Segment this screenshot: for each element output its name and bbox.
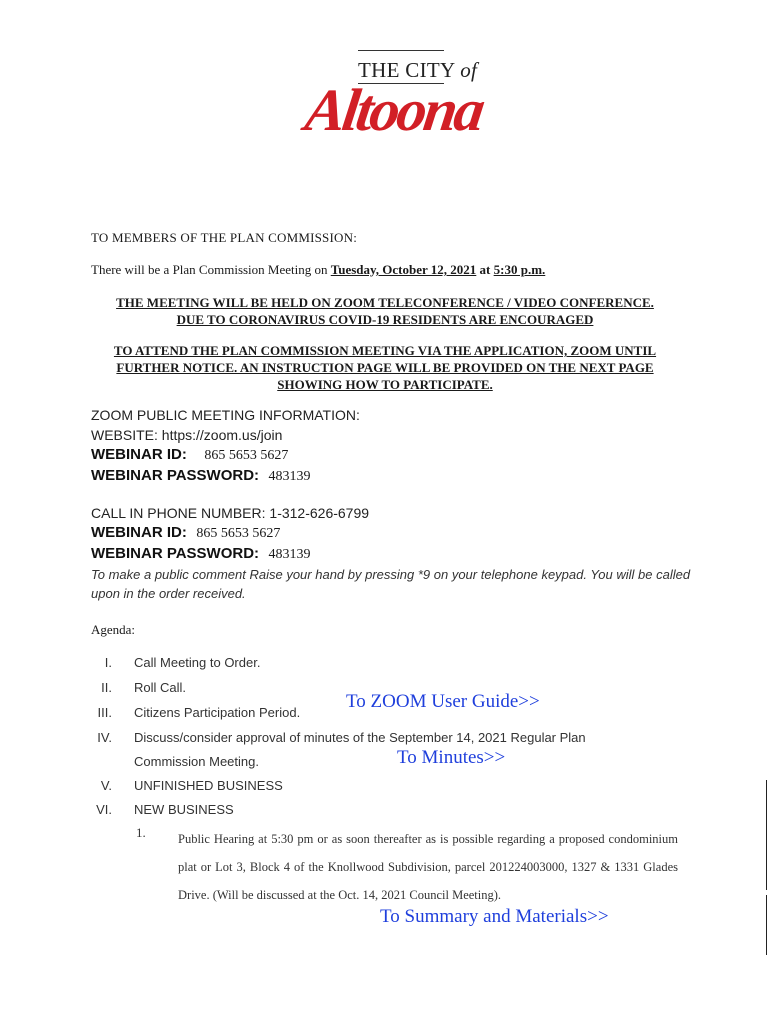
- public-hearing-item: Public Hearing at 5:30 pm or as soon thereafter as is possible regarding a proposed condominium plat or Lot 3, Block 4 of the Knollwood Subdivision, parcel 201224003000, 1327 & 1331 Glades Drive. (Will be discussed at the Oct. 14, 2021 Council Meeting).: [178, 832, 678, 902]
- agenda-heading: Agenda:: [91, 622, 136, 637]
- webinar-password-value: 483139: [268, 469, 311, 484]
- zoom-webinar-id-row: [91, 445, 360, 466]
- scan-edge-line: [766, 780, 767, 890]
- webinar-id-value: 865 5653 5627: [204, 448, 289, 463]
- notice-line-5: SHOWING HOW TO PARTICIPATE.: [277, 377, 493, 392]
- agenda-item-call-to-order: Call Meeting to Order.: [134, 655, 261, 670]
- agenda-num-6: VI.: [96, 802, 112, 817]
- phone-webinar-id-value: 865 5653 5627: [196, 526, 281, 541]
- agenda-num-3: III.: [97, 705, 112, 720]
- agenda-item-unfinished-business: UNFINISHED BUSINESS: [134, 778, 283, 793]
- announcement-prefix: There will be a Plan Commission Meeting on: [91, 262, 328, 277]
- logo-of: of: [460, 58, 478, 82]
- agenda-num-1: I.: [104, 655, 112, 670]
- phone-webinar-id-label: WEBINAR ID:: [91, 524, 187, 541]
- agenda-item-minutes: Discuss/consider approval of minutes of the September 14, 2021 Regular Plan: [134, 730, 586, 745]
- meeting-time: 5:30 p.m.: [493, 262, 546, 277]
- phone-info: [91, 503, 369, 565]
- zoom-info: [91, 405, 360, 487]
- zoom-heading: ZOOM PUBLIC MEETING INFORMATION:: [91, 407, 360, 423]
- phone-password-label: WEBINAR PASSWORD:: [91, 545, 260, 562]
- notice-line-3: TO ATTEND THE PLAN COMMISSION MEETING VIA THE APPLICATION, ZOOM UNTIL: [113, 343, 657, 358]
- notice-line-1: THE MEETING WILL BE HELD ON ZOOM TELECONFERENCE / VIDEO CONFERENCE.: [116, 295, 654, 310]
- notice-line-2: DUE TO CORONAVIRUS COVID-19 RESIDENTS ARE ENCOURAGED: [176, 312, 594, 327]
- zoom-website: WEBSITE: https://zoom.us/join: [91, 427, 283, 443]
- agenda-item-roll-call: Roll Call.: [134, 680, 187, 695]
- meeting-announcement: [91, 262, 545, 278]
- zoom-password-row: [91, 466, 360, 487]
- agenda-item-citizens-participation: Citizens Participation Period.: [134, 705, 301, 720]
- city-logo: Altoona: [301, 77, 487, 143]
- logo-the-city: THE CITY: [358, 58, 455, 82]
- meeting-date: Tuesday, October 12, 2021: [330, 262, 477, 277]
- minutes-link[interactable]: To Minutes>>: [397, 747, 506, 768]
- phone-password-value: 483139: [268, 547, 311, 562]
- call-in-number: CALL IN PHONE NUMBER: 1-312-626-6799: [91, 505, 370, 521]
- webinar-id-label: WEBINAR ID:: [91, 446, 187, 463]
- phone-password-row: [91, 544, 369, 565]
- at-word: at: [479, 262, 491, 277]
- summary-materials-link[interactable]: To Summary and Materials>>: [380, 906, 609, 927]
- agenda-num-2: II.: [101, 680, 112, 695]
- notice-line-4: FURTHER NOTICE. AN INSTRUCTION PAGE WILL BE PROVIDED ON THE NEXT PAGE: [116, 360, 654, 375]
- agenda-item-minutes-cont: Commission Meeting.: [134, 754, 259, 769]
- logo-rule-top: [358, 50, 444, 51]
- memo-recipient: TO MEMBERS OF THE PLAN COMMISSION:: [91, 230, 358, 245]
- public-comment-note: To make a public comment Raise your hand by pressing *9 on your telephone keypad. You will be called upon in the order received.: [91, 567, 691, 601]
- sub-item-num: 1.: [136, 825, 146, 840]
- zoom-user-guide-link[interactable]: To ZOOM User Guide>>: [346, 691, 540, 712]
- phone-webinar-id-row: [91, 523, 369, 544]
- agenda-item-new-business: NEW BUSINESS: [134, 802, 234, 817]
- agenda-num-4: IV.: [97, 730, 112, 745]
- scan-edge-line: [766, 895, 767, 955]
- agenda-num-5: V.: [100, 778, 112, 793]
- webinar-password-label: WEBINAR PASSWORD:: [91, 467, 260, 484]
